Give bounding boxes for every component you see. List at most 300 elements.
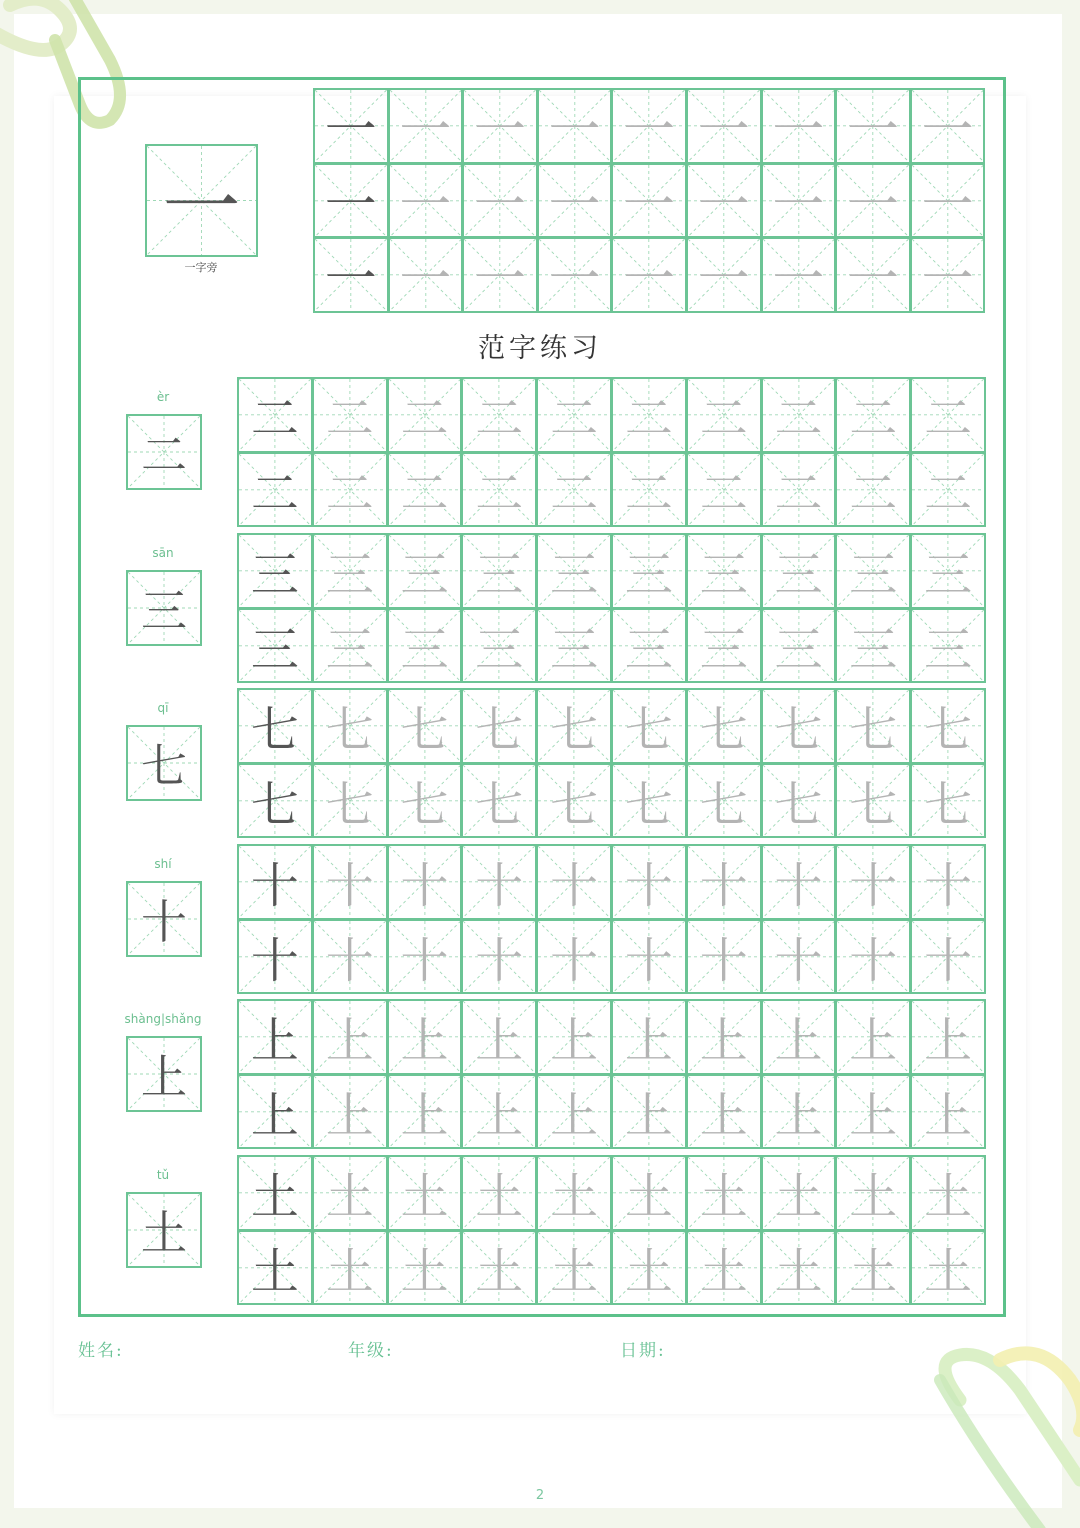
practice-character: 三 [550, 547, 599, 604]
tracing-cell [461, 688, 537, 764]
practice-character: 一 [772, 250, 825, 311]
practice-character: 二 [400, 391, 449, 448]
header-practice-cell [910, 163, 986, 239]
header-practice-cell [835, 163, 911, 239]
practice-character: 二 [250, 465, 299, 522]
tracing-cell [237, 1230, 313, 1306]
practice-character: 七 [550, 776, 599, 833]
tracing-cell [536, 688, 612, 764]
practice-character: 十 [400, 932, 449, 989]
practice-character: 上 [849, 1087, 898, 1144]
tracing-cell [910, 1074, 986, 1150]
tracing-cell [686, 919, 762, 995]
tracing-cell [910, 999, 986, 1075]
date-field-label: 日期: [620, 1341, 666, 1361]
tracing-cell [611, 377, 687, 453]
practice-character: 一 [399, 175, 452, 236]
tracing-cell [611, 533, 687, 609]
practice-character: 三 [475, 547, 524, 604]
header-practice-cell [388, 163, 464, 239]
header-practice-cell [686, 163, 762, 239]
practice-character: 土 [475, 1243, 524, 1300]
practice-character: 十 [699, 932, 748, 989]
tracing-cell [312, 1155, 388, 1231]
practice-character: 十 [624, 932, 673, 989]
header-practice-cell [388, 88, 464, 164]
tracing-cell [686, 1155, 762, 1231]
tracing-cell [835, 533, 911, 609]
tracing-cell [686, 688, 762, 764]
header-practice-cell [313, 237, 389, 313]
tracing-cell [835, 377, 911, 453]
practice-character: 二 [250, 391, 299, 448]
practice-character: 一 [846, 175, 899, 236]
header-practice-cell [761, 88, 837, 164]
tracing-cell [910, 688, 986, 764]
tracing-cell [461, 919, 537, 995]
practice-character: 十 [250, 858, 299, 915]
tracing-cell [686, 1230, 762, 1306]
tracing-cell [387, 999, 463, 1075]
tracing-cell [686, 763, 762, 839]
tracing-cell [611, 919, 687, 995]
practice-character: 土 [624, 1169, 673, 1226]
practice-character: 七 [699, 702, 748, 759]
practice-character: 土 [924, 1169, 973, 1226]
model-character-box [126, 414, 202, 490]
tracing-cell [312, 688, 388, 764]
practice-character: 七 [325, 776, 374, 833]
practice-character: 三 [774, 547, 823, 604]
practice-character: 一 [772, 175, 825, 236]
tracing-cell [686, 452, 762, 528]
header-practice-cell [611, 88, 687, 164]
practice-character: 土 [550, 1243, 599, 1300]
practice-character: 十 [550, 932, 599, 989]
tracing-cell [461, 999, 537, 1075]
practice-character: 七 [475, 702, 524, 759]
header-practice-cell [761, 163, 837, 239]
practice-character: 十 [250, 932, 299, 989]
tracing-cell [237, 919, 313, 995]
tracing-cell [910, 763, 986, 839]
practice-character: 七 [325, 702, 374, 759]
tracing-cell [686, 844, 762, 920]
tracing-cell [312, 533, 388, 609]
practice-character: 三 [699, 547, 748, 604]
header-practice-cell [462, 88, 538, 164]
practice-character: 七 [400, 702, 449, 759]
tracing-cell [761, 377, 837, 453]
practice-character: 土 [774, 1243, 823, 1300]
practice-character: 二 [325, 391, 374, 448]
tracing-cell [611, 688, 687, 764]
practice-character: 七 [774, 702, 823, 759]
tracing-cell [835, 763, 911, 839]
practice-character: 上 [400, 1013, 449, 1070]
model-character-box [126, 725, 202, 801]
header-practice-cell [537, 237, 613, 313]
header-model-box [145, 144, 258, 257]
tracing-cell [461, 1155, 537, 1231]
practice-character: 一 [772, 101, 825, 162]
practice-character: 二 [924, 465, 973, 522]
tracing-cell [611, 1230, 687, 1306]
tracing-cell [312, 1230, 388, 1306]
practice-character: 一 [548, 250, 601, 311]
header-practice-cell [537, 163, 613, 239]
practice-character: 七 [250, 702, 299, 759]
practice-character: 二 [774, 391, 823, 448]
tracing-cell [387, 844, 463, 920]
tracing-cell [461, 763, 537, 839]
tracing-cell [761, 688, 837, 764]
practice-character: 上 [325, 1013, 374, 1070]
practice-character: 土 [250, 1243, 299, 1300]
practice-character: 一 [623, 175, 676, 236]
practice-character: 十 [141, 895, 187, 949]
practice-character: 二 [624, 391, 673, 448]
tracing-cell [761, 1155, 837, 1231]
practice-character: 一 [399, 101, 452, 162]
practice-character: 土 [325, 1243, 374, 1300]
practice-character: 上 [699, 1013, 748, 1070]
pinyin-label: shàng|shǎng [124, 1012, 202, 1026]
model-character-box [126, 881, 202, 957]
tracing-cell [835, 608, 911, 684]
header-practice-cell [910, 237, 986, 313]
practice-character: 一 [324, 250, 377, 311]
practice-character: 土 [774, 1169, 823, 1226]
practice-character: 七 [475, 776, 524, 833]
tracing-cell [611, 763, 687, 839]
tracing-cell [387, 688, 463, 764]
practice-character: 七 [141, 739, 187, 793]
practice-character: 二 [550, 465, 599, 522]
header-practice-cell [686, 237, 762, 313]
practice-character: 十 [475, 858, 524, 915]
tracing-cell [835, 844, 911, 920]
tracing-cell [461, 377, 537, 453]
practice-character: 一 [473, 250, 526, 311]
tracing-cell [237, 844, 313, 920]
tracing-cell [237, 608, 313, 684]
practice-character: 三 [400, 621, 449, 678]
tracing-cell [237, 533, 313, 609]
practice-character: 三 [924, 621, 973, 678]
practice-character: 一 [473, 101, 526, 162]
practice-character: 上 [624, 1087, 673, 1144]
model-character-box [126, 570, 202, 646]
practice-character: 一 [846, 250, 899, 311]
tracing-cell [461, 844, 537, 920]
tracing-cell [312, 999, 388, 1075]
tracing-cell [910, 533, 986, 609]
tracing-cell [910, 919, 986, 995]
tracing-cell [536, 533, 612, 609]
tracing-cell [387, 1230, 463, 1306]
practice-character: 七 [699, 776, 748, 833]
practice-character: 二 [475, 465, 524, 522]
practice-character: 一 [623, 250, 676, 311]
tracing-cell [835, 1155, 911, 1231]
practice-character: 三 [849, 547, 898, 604]
header-practice-cell [388, 237, 464, 313]
tracing-cell [761, 919, 837, 995]
tracing-cell [237, 1155, 313, 1231]
header-practice-cell [611, 237, 687, 313]
practice-character: 上 [325, 1087, 374, 1144]
practice-character: 一 [399, 250, 452, 311]
practice-character: 二 [774, 465, 823, 522]
practice-character: 上 [699, 1087, 748, 1144]
practice-character: 三 [250, 621, 299, 678]
practice-character: 土 [699, 1243, 748, 1300]
tracing-cell [835, 688, 911, 764]
practice-character: 七 [924, 776, 973, 833]
tracing-cell [237, 999, 313, 1075]
practice-character: 二 [924, 391, 973, 448]
practice-character: 七 [550, 702, 599, 759]
tracing-cell [536, 452, 612, 528]
tracing-cell [312, 763, 388, 839]
practice-character: 十 [325, 858, 374, 915]
practice-character: 三 [141, 584, 187, 638]
practice-character: 上 [924, 1087, 973, 1144]
practice-character: 十 [325, 932, 374, 989]
practice-character: 三 [624, 547, 673, 604]
tracing-cell [611, 999, 687, 1075]
tracing-cell [761, 844, 837, 920]
tracing-cell [387, 533, 463, 609]
practice-character: 一 [473, 175, 526, 236]
practice-character: 三 [624, 621, 673, 678]
practice-character: 三 [699, 621, 748, 678]
practice-character: 七 [774, 776, 823, 833]
tracing-cell [312, 919, 388, 995]
practice-character: 上 [475, 1013, 524, 1070]
tracing-cell [686, 1074, 762, 1150]
practice-character: 土 [550, 1169, 599, 1226]
tracing-cell [910, 377, 986, 453]
header-practice-cell [910, 88, 986, 164]
name-field-label: 姓名: [78, 1341, 124, 1361]
tracing-cell [237, 1074, 313, 1150]
practice-character: 二 [849, 391, 898, 448]
tracing-cell [910, 608, 986, 684]
practice-character: 三 [924, 547, 973, 604]
header-practice-cell [313, 163, 389, 239]
header-practice-cell [835, 88, 911, 164]
tracing-cell [461, 1230, 537, 1306]
practice-character: 二 [400, 465, 449, 522]
tracing-cell [910, 844, 986, 920]
practice-character: 一 [623, 101, 676, 162]
page-number: 2 [535, 1488, 545, 1503]
tracing-cell [387, 452, 463, 528]
tracing-cell [761, 452, 837, 528]
tracing-cell [536, 377, 612, 453]
pinyin-label: sān [152, 546, 174, 560]
paperclip-bottom-right-icon [920, 1340, 1080, 1528]
tracing-cell [461, 1074, 537, 1150]
tracing-cell [312, 844, 388, 920]
tracing-cell [611, 1155, 687, 1231]
tracing-cell [761, 999, 837, 1075]
tracing-cell [387, 919, 463, 995]
practice-character: 七 [924, 702, 973, 759]
practice-character: 土 [849, 1169, 898, 1226]
header-practice-cell [761, 237, 837, 313]
practice-character: 一 [548, 175, 601, 236]
practice-character: 上 [550, 1087, 599, 1144]
practice-character: 土 [699, 1169, 748, 1226]
practice-character: 土 [250, 1169, 299, 1226]
header-practice-cell [537, 88, 613, 164]
tracing-cell [761, 1230, 837, 1306]
tracing-cell [835, 452, 911, 528]
practice-character: 二 [699, 465, 748, 522]
practice-character: 十 [924, 932, 973, 989]
practice-character: 二 [849, 465, 898, 522]
practice-character: 三 [475, 621, 524, 678]
pinyin-label: shí [154, 857, 172, 871]
practice-character: 一 [324, 175, 377, 236]
practice-character: 一 [697, 175, 750, 236]
tracing-cell [237, 452, 313, 528]
tracing-cell [387, 1155, 463, 1231]
practice-character: 土 [400, 1243, 449, 1300]
practice-character: 三 [550, 621, 599, 678]
header-practice-cell [835, 237, 911, 313]
practice-character: 上 [924, 1013, 973, 1070]
practice-character: 一 [921, 175, 974, 236]
practice-character: 上 [774, 1087, 823, 1144]
practice-character: 二 [699, 391, 748, 448]
practice-character: 土 [475, 1169, 524, 1226]
tracing-cell [536, 1155, 612, 1231]
practice-character: 土 [141, 1206, 187, 1260]
practice-character: 二 [141, 428, 187, 482]
practice-character: 土 [325, 1169, 374, 1226]
tracing-cell [835, 919, 911, 995]
tracing-cell [461, 533, 537, 609]
practice-character: 十 [774, 932, 823, 989]
practice-character: 十 [699, 858, 748, 915]
model-character-box [126, 1036, 202, 1112]
practice-character: 十 [849, 932, 898, 989]
header-caption: 一字旁 [184, 261, 218, 274]
tracing-cell [686, 999, 762, 1075]
practice-character: 十 [774, 858, 823, 915]
tracing-cell [536, 999, 612, 1075]
practice-character: 七 [400, 776, 449, 833]
practice-character: 七 [849, 702, 898, 759]
practice-character: 土 [400, 1169, 449, 1226]
practice-character: 一 [846, 101, 899, 162]
tracing-cell [686, 377, 762, 453]
practice-character: 三 [325, 621, 374, 678]
practice-character: 二 [325, 465, 374, 522]
tracing-cell [312, 452, 388, 528]
header-practice-cell [611, 163, 687, 239]
tracing-cell [611, 608, 687, 684]
header-practice-cell [313, 88, 389, 164]
tracing-cell [686, 533, 762, 609]
tracing-cell [536, 763, 612, 839]
section-title: 范字练习 [478, 333, 602, 364]
tracing-cell [910, 452, 986, 528]
tracing-cell [835, 1074, 911, 1150]
header-practice-cell [686, 88, 762, 164]
practice-character: 七 [250, 776, 299, 833]
tracing-cell [312, 608, 388, 684]
practice-character: 土 [849, 1243, 898, 1300]
tracing-cell [461, 608, 537, 684]
practice-character: 十 [475, 932, 524, 989]
practice-character: 一 [697, 101, 750, 162]
tracing-cell [686, 608, 762, 684]
tracing-cell [611, 844, 687, 920]
practice-character: 一 [921, 101, 974, 162]
practice-character: 上 [550, 1013, 599, 1070]
tracing-cell [536, 608, 612, 684]
tracing-cell [536, 844, 612, 920]
practice-character: 三 [325, 547, 374, 604]
practice-character: 一 [324, 101, 377, 162]
tracing-cell [237, 763, 313, 839]
practice-character: 三 [849, 621, 898, 678]
tracing-cell [611, 452, 687, 528]
practice-character: 三 [774, 621, 823, 678]
practice-character: 上 [141, 1050, 187, 1104]
practice-character: 二 [550, 391, 599, 448]
tracing-cell [237, 377, 313, 453]
practice-character: 三 [250, 547, 299, 604]
tracing-cell [387, 763, 463, 839]
practice-character: 七 [624, 702, 673, 759]
practice-character: 一 [921, 250, 974, 311]
practice-character: 上 [849, 1013, 898, 1070]
practice-character: 上 [774, 1013, 823, 1070]
tracing-cell [387, 608, 463, 684]
practice-character: 十 [624, 858, 673, 915]
tracing-cell [312, 1074, 388, 1150]
practice-character: 土 [924, 1243, 973, 1300]
tracing-cell [835, 999, 911, 1075]
tracing-cell [761, 533, 837, 609]
practice-character: 七 [849, 776, 898, 833]
grade-field-label: 年级: [348, 1341, 394, 1361]
practice-character: 三 [400, 547, 449, 604]
pinyin-label: qī [157, 701, 169, 715]
tracing-cell [761, 1074, 837, 1150]
tracing-cell [312, 377, 388, 453]
tracing-cell [910, 1230, 986, 1306]
pinyin-label: tǔ [156, 1168, 170, 1182]
practice-character: 上 [400, 1087, 449, 1144]
practice-character: 一 [162, 162, 241, 253]
practice-character: 十 [550, 858, 599, 915]
practice-character: 二 [624, 465, 673, 522]
tracing-cell [910, 1155, 986, 1231]
tracing-cell [761, 763, 837, 839]
practice-character: 十 [924, 858, 973, 915]
tracing-cell [536, 1230, 612, 1306]
practice-character: 十 [849, 858, 898, 915]
practice-character: 上 [624, 1013, 673, 1070]
practice-character: 一 [548, 101, 601, 162]
